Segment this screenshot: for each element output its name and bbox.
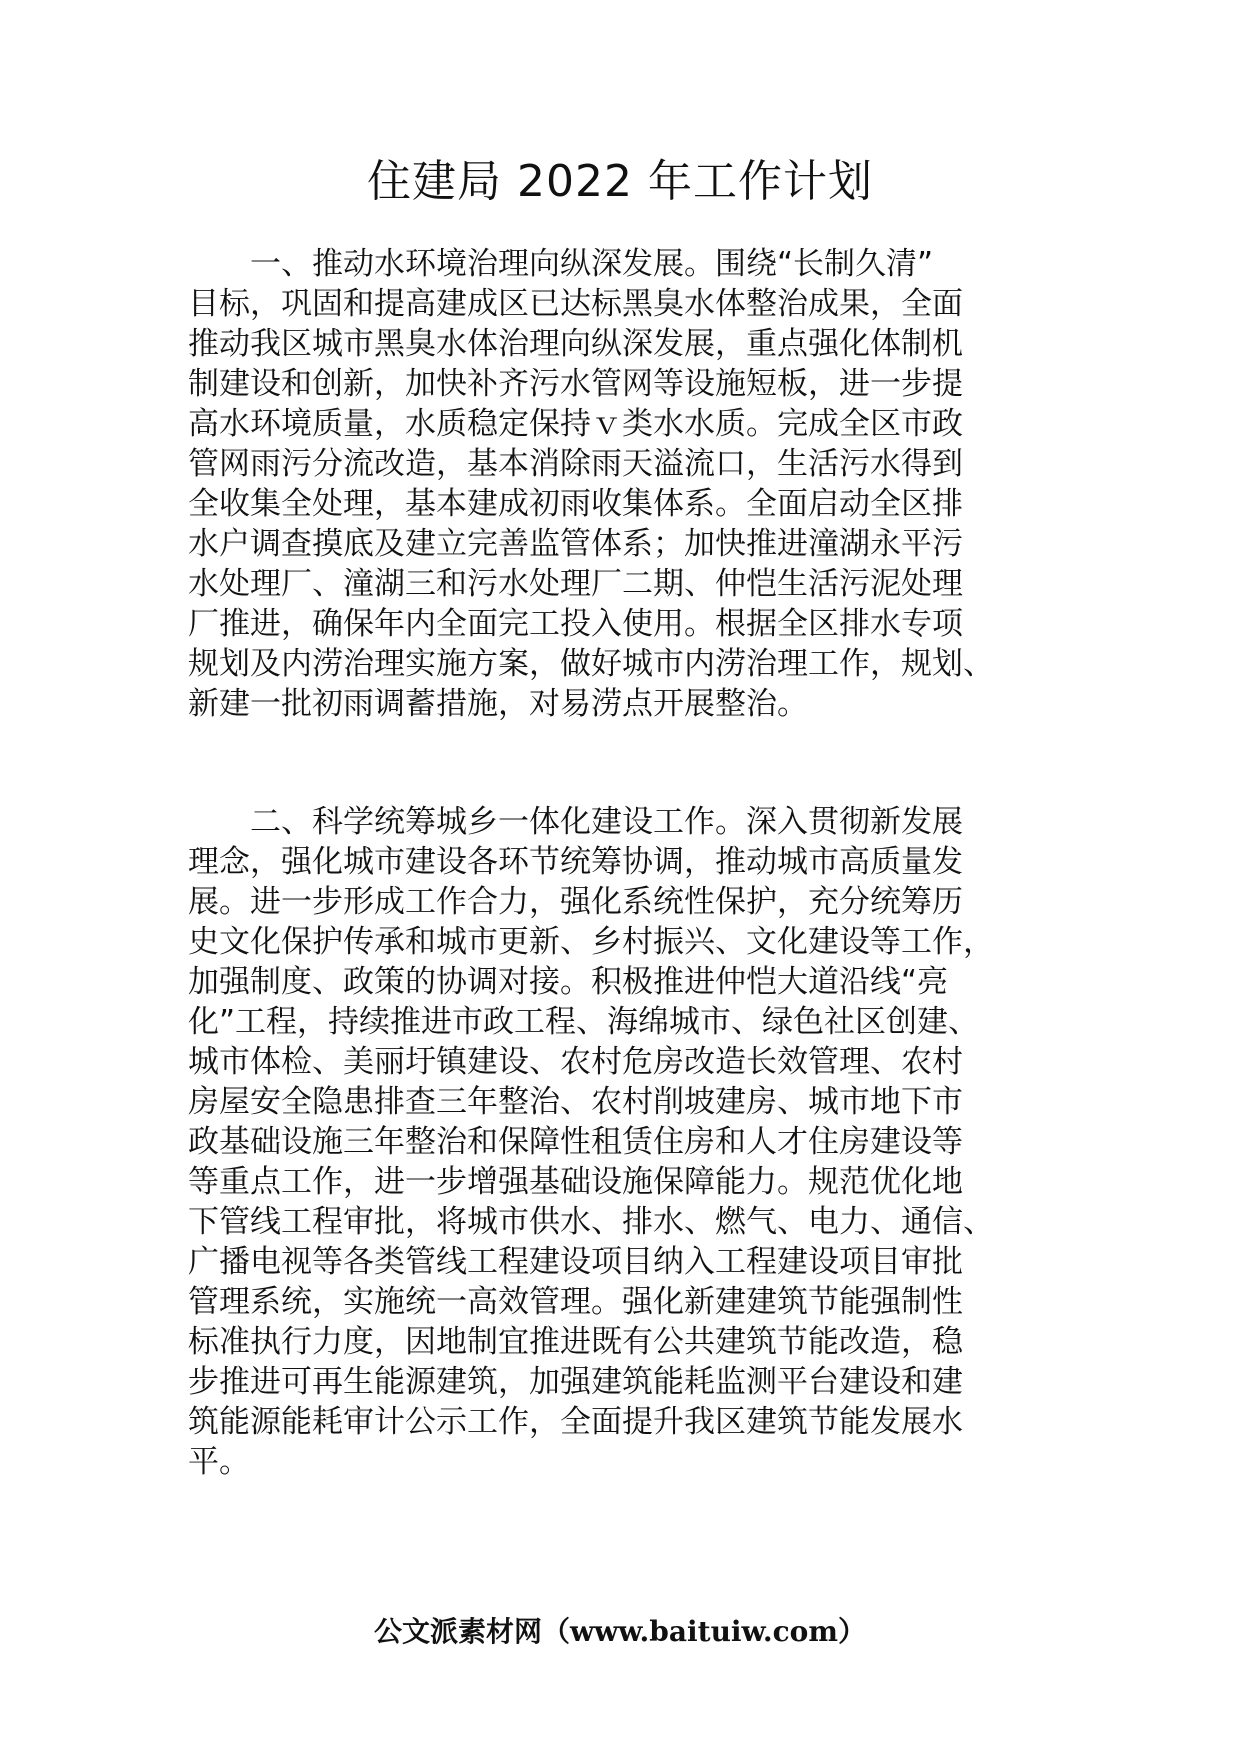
paragraph-line: 制建设和创新，加快补齐污水管网等设施短板，进一步提 <box>188 366 963 402</box>
paragraph-line: 水户调查摸底及建立完善监管体系；加快推进潼湖永平污 <box>188 526 963 562</box>
paragraph-line: 规划及内涝治理实施方案，做好城市内涝治理工作，规划、 <box>188 646 994 682</box>
paragraph-line: 步推进可再生能源建筑，加强建筑能耗监测平台建设和建 <box>188 1364 963 1400</box>
paragraph-line: 展。进一步形成工作合力，强化系统性保护，充分统筹历 <box>188 884 963 920</box>
paragraph-line: 管理系统，实施统一高效管理。强化新建建筑节能强制性 <box>188 1284 963 1320</box>
paragraph-line: 水处理厂、潼湖三和污水处理厂二期、仲恺生活污泥处理 <box>188 566 963 602</box>
footer-source-note: 公文派素材网（www.baituiw.com） <box>374 1615 866 1648</box>
paragraph-line: 广播电视等各类管线工程建设项目纳入工程建设项目审批 <box>188 1244 963 1280</box>
paragraph-line: 新建一批初雨调蓄措施，对易涝点开展整治。 <box>188 686 808 722</box>
paragraph-line: 全收集全处理，基本建成初雨收集体系。全面启动全区排 <box>188 486 963 522</box>
paragraph-line: 一、推动水环境治理向纵深发展。围绕“长制久清” <box>188 246 934 282</box>
paragraph-line: 管网雨污分流改造，基本消除雨天溢流口，生活污水得到 <box>188 446 963 482</box>
paragraph-line: 目标，巩固和提高建成区已达标黑臭水体整治成果，全面 <box>188 286 963 322</box>
paragraph-line: 高水环境质量，水质稳定保持ｖ类水水质。完成全区市政 <box>188 406 963 442</box>
paragraph-line: 标准执行力度，因地制宜推进既有公共建筑节能改造，稳 <box>188 1324 963 1360</box>
paragraph-line: 化”工程，持续推进市政工程、海绵城市、绿色社区创建、 <box>188 1004 980 1040</box>
paragraph-line: 平。 <box>188 1444 250 1480</box>
paragraph-water-environment <box>188 244 1048 724</box>
paragraph-line: 厂推进，确保年内全面完工投入使用。根据全区排水专项 <box>188 606 963 642</box>
document-title: 住建局 2022 年工作计划 <box>367 156 873 207</box>
paragraph-line: 筑能源能耗审计公示工作，全面提升我区建筑节能发展水 <box>188 1404 963 1440</box>
paragraph-line: 推动我区城市黑臭水体治理向纵深发展，重点强化体制机 <box>188 326 963 362</box>
paragraph-line: 史文化保护传承和城市更新、乡村振兴、文化建设等工作， <box>188 924 994 960</box>
paragraph-line: 理念，强化城市建设各环节统筹协调，推动城市高质量发 <box>188 844 963 880</box>
paragraph-line: 城市体检、美丽圩镇建设、农村危房改造长效管理、农村 <box>188 1044 963 1080</box>
paragraph-line: 二、科学统筹城乡一体化建设工作。深入贯彻新发展 <box>188 804 963 840</box>
paragraph-line: 等重点工作，进一步增强基础设施保障能力。规范优化地 <box>188 1164 963 1200</box>
paragraph-line: 房屋安全隐患排查三年整治、农村削坡建房、城市地下市 <box>188 1084 963 1120</box>
paragraph-line: 加强制度、政策的协调对接。积极推进仲恺大道沿线“亮 <box>188 964 949 1000</box>
paragraph-urban-rural-construction <box>188 802 1048 1482</box>
paragraph-line: 下管线工程审批，将城市供水、排水、燃气、电力、通信、 <box>188 1204 994 1240</box>
paragraph-line: 政基础设施三年整治和保障性租赁住房和人才住房建设等 <box>188 1124 963 1160</box>
